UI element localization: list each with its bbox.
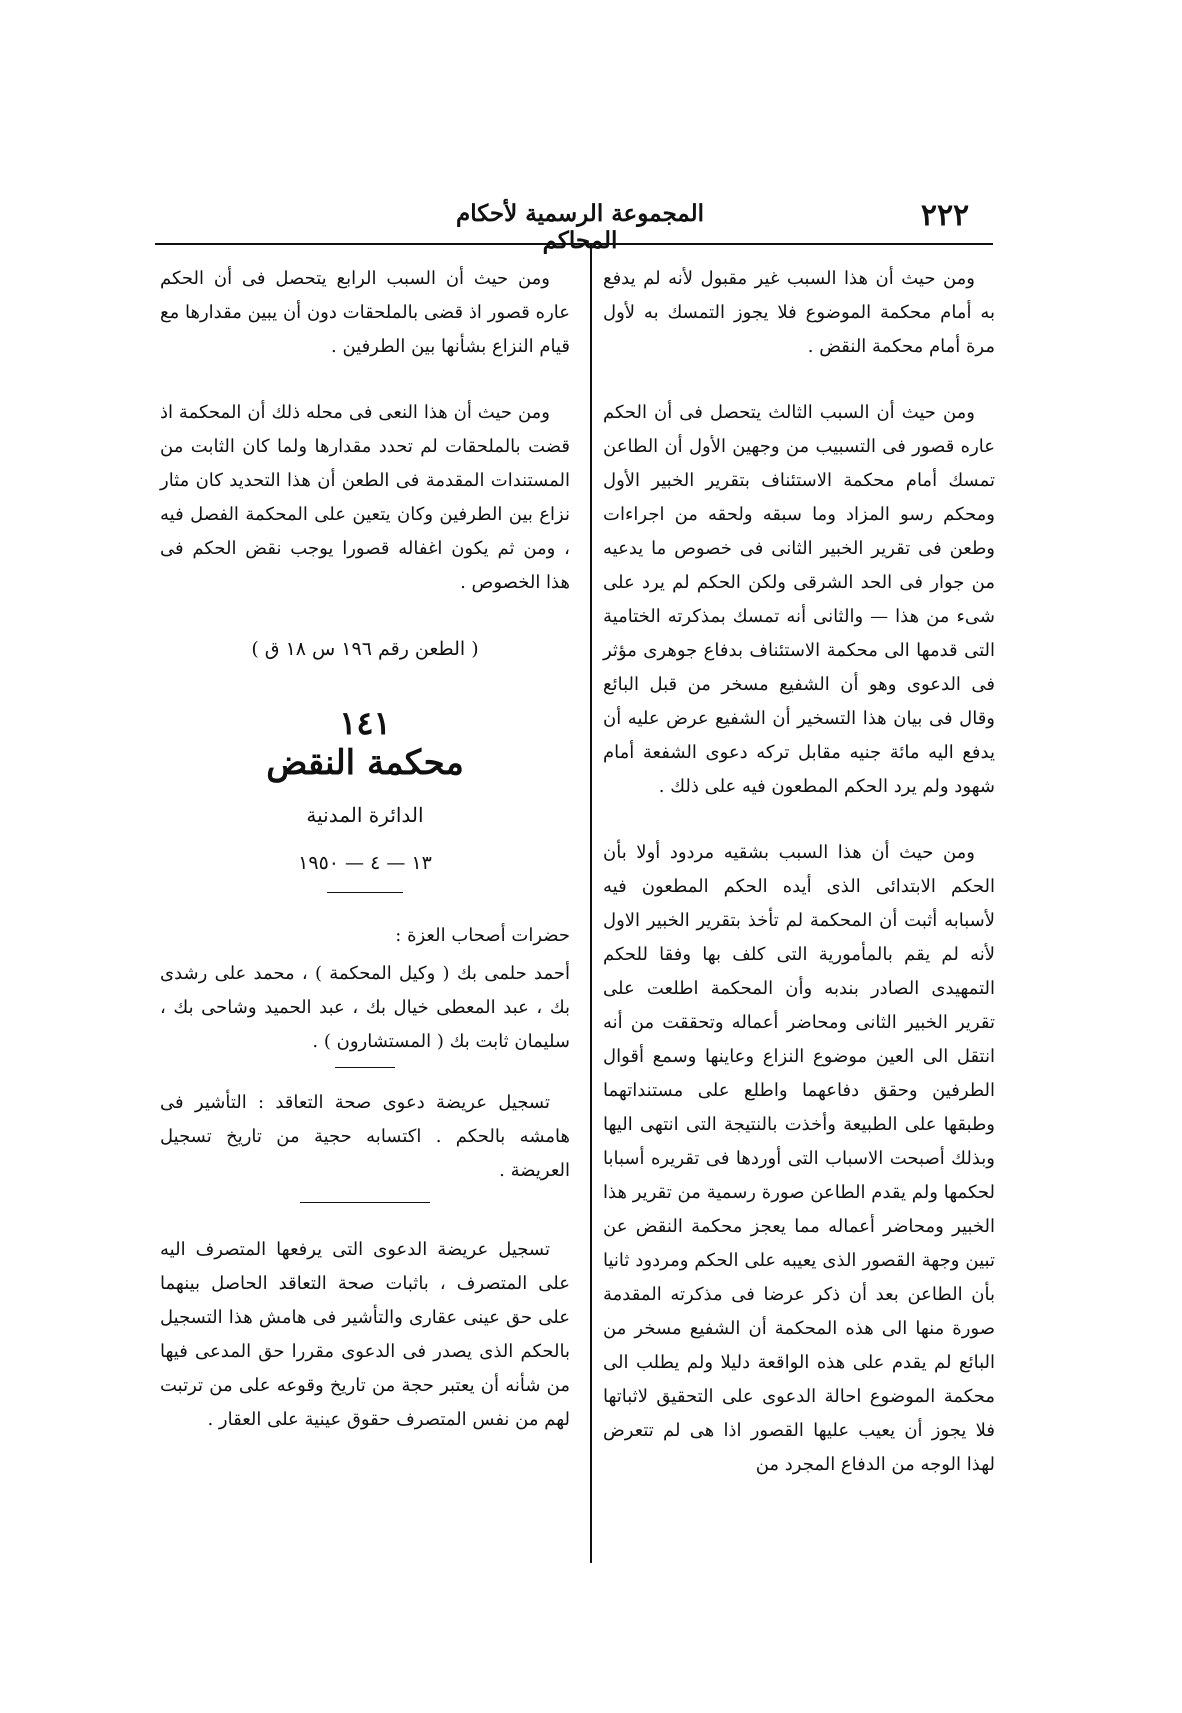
- circuit-name: الدائرة المدنية: [306, 803, 424, 827]
- column-divider: [590, 243, 592, 1563]
- divider: [300, 1202, 430, 1203]
- left-column: [160, 262, 570, 1469]
- paragraph-third-ground-response: ومن حيث أن هذا السبب بشقيه مردود أولا بأن الحكم الابتدائى الذى أيده الحكم المطعون فيه لأسبابه أثبت أن المحكمة لم تأخذ بتقرير الخبير الاول لأنه لم يقم بالمأمورية التى كلف بها وفقا للحكم التمهيدى الصادر بندبه وأن المحكمة اطلعت على تقرير الخبير الثانى ومحاضر أعماله وتحققت من أنه انتقل الى العين موضوع النزاع وعاينها وسمع أقوال الطرفين وحقق دفاعهما واطلع على مستنداتهما وطبقها على الطبيعة وأخذت بالنتيجة التى انتهى اليها وبذلك أصبحت الاسباب التى أوردها فى تقريره أسبابا لحكمها ولم يقدم الطاعن صورة رسمية من تقرير هذا الخبير ومحاضر أعماله مما يعجز محكمة النقض عن تبين وجهة القصور الذى يعيبه على الحكم ومردود ثانيا بأن الطاعن بعد أن ذكر عرضا فى مذكرته المقدمة صورة منها الى هذه المحكمة أن الشفيع مسخر من البائع لم يقدم على هذه الواقعة دليلا ولم يطلب الى محكمة الموضوع احالة الدعوى على التحقيق لاثباتها فلا يجوز أن يعيب عليها القصور اذا هى لم تتعرض لهذا الوجه من الدفاع المجرد من: [603, 842, 995, 1475]
- summary-heading: تسجيل عريضة دعوى صحة التعاقد : التأشير فى هامشه بالحكم . اكتسابه حجية من تاريخ تسجيل العريضة .: [160, 1092, 570, 1181]
- appeal-reference: ( الطعن رقم ١٩٦ س ١٨ ق ): [251, 638, 479, 660]
- header-rule: [155, 243, 993, 245]
- court-name: محكمة النقض: [266, 743, 464, 783]
- divider: [327, 892, 403, 893]
- paragraph-third-ground: ومن حيث أن السبب الثالث يتحصل فى أن الحكم عاره قصور فى التسبيب من وجهين الأول أن الطاعن تمسك أمام محكمة الاستئناف بتقرير الخبير الأول ومحكم رسو المزاد وما سبقه ولحقه من اجراءات وطعن فى تقرير الخبير الثانى فى خصوص ما يدعيه من جوار فى الحد الشرقى ولكن الحكم لم يرد على شىء من هذا — والثانى أنه تمسك بمذكرته الختامية التى قدمها الى محكمة الاستئناف بدفاع جوهرى مؤثر فى الدعوى وهو أن الشفيع مسخر من قبل البائع وقال فى بيان هذا التسخير أن الشفيع عرض عليه أن يدفع اليه مائة جنيه مقابل تركه دعوى الشفعة أمام شهود ولم يرد الحكم المطعون فيه على ذلك .: [603, 402, 995, 797]
- judgment-date: ١٣ — ٤ — ١٩٥٠: [298, 852, 432, 874]
- right-column: [603, 262, 995, 1514]
- case-number: ١٤١: [339, 704, 391, 742]
- paragraph-fourth-ground-response: ومن حيث أن هذا النعى فى محله ذلك أن المحكمة اذ قضت بالملحقات لم تحدد مقدارها ولما كان الثابت من المستندات المقدمة فى الطعن أن هذا التحديد كان مثار نزاع بين الطرفين وكان يتعين على المحكمة الفصل فيه ، ومن ثم يكون اغفاله قصورا يوجب نقض الحكم فى هذا الخصوص .: [160, 402, 570, 593]
- divider: [335, 1067, 395, 1068]
- judges-list: أحمد حلمى بك ( وكيل المحكمة ) ، محمد على رشدى بك ، عبد المعطى خيال بك ، عبد الحميد وشاحى بك ، سليمان ثابت بك ( المستشارون ) .: [160, 963, 570, 1052]
- legal-principle: تسجيل عريضة الدعوى التى يرفعها المتصرف اليه على المتصرف ، باثبات صحة التعاقد الحاصل بينهما على حق عينى عقارى والتأشير فى هامش هذا التسجيل بالحكم الذى يصدر فى الدعوى مقررا حق المدعى فيها من شأنه أن يعتبر حجة من تاريخ وقوعه على من ترتبت لهم من نفس المتصرف حقوق عينية على العقار .: [160, 1239, 570, 1430]
- page-number: ٢٢٢: [920, 198, 970, 233]
- paragraph-fourth-ground: ومن حيث أن السبب الرابع يتحصل فى أن الحكم عاره قصور اذ قضى بالملحقات دون أن يبين مقدارها مع قيام النزاع بشأنها بين الطرفين .: [160, 268, 570, 357]
- paragraph-third-ground-rejection: ومن حيث أن هذا السبب غير مقبول لأنه لم يدفع به أمام محكمة الموضوع فلا يجوز التمسك به لأول مرة أمام محكمة النقض .: [603, 268, 995, 357]
- publication-title: المجموعة الرسمية لأحكام المحاكم: [455, 200, 704, 254]
- judges-heading: حضرات أصحاب العزة :: [395, 925, 570, 946]
